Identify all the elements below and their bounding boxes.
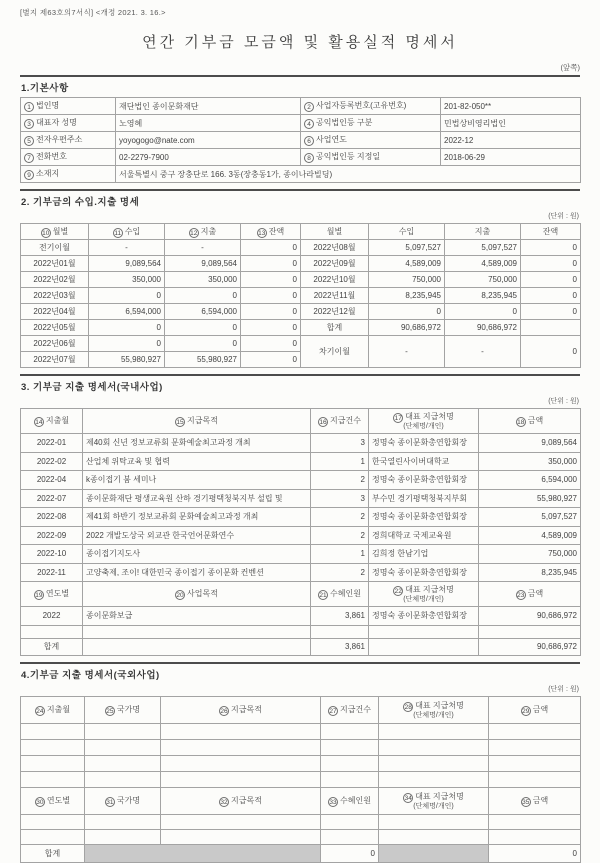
cell-expense-month: 2022-07 <box>21 489 83 508</box>
unit-note: (단위 : 원) <box>548 685 579 693</box>
cell-total-label: 합계 <box>21 844 85 862</box>
cell-month: 2022년08월 <box>301 240 369 256</box>
cell-balance: 0 <box>241 336 301 352</box>
table-header-row <box>21 409 581 434</box>
cell-expense: 0 <box>165 320 241 336</box>
col-header-country: 31 국가명 <box>85 787 161 814</box>
cell-payee: 정명숙 종이문화총연합회장 <box>369 563 479 582</box>
cell-month: 전기이월 <box>21 240 89 256</box>
cell-month: 2022년09월 <box>301 256 369 272</box>
cell-income: 9,089,564 <box>89 256 165 272</box>
col-header-year: 19 연도별 <box>21 582 83 607</box>
section1-heading: 1.기본사항 <box>20 75 580 97</box>
table-row <box>21 288 581 304</box>
empty-cell <box>161 755 321 771</box>
empty-cell <box>379 829 489 844</box>
cell-expense: 9,089,564 <box>165 256 241 272</box>
table-row-empty <box>21 755 581 771</box>
cell-purpose: k종이접기 붐 세미나 <box>83 471 311 490</box>
empty-cell <box>489 723 581 739</box>
cell-payee: 정명숙 종이문화총연합회장 <box>369 434 479 453</box>
table-row <box>21 526 581 545</box>
cell-purpose: 제41회 하반기 정보교류회 문화예술최고과정 개최 <box>83 508 311 527</box>
empty-cell <box>321 829 379 844</box>
cell-expense: 350,000 <box>165 272 241 288</box>
cell-count: 1 <box>311 452 369 471</box>
cell-count: 3 <box>311 489 369 508</box>
col-header-amount: 23 금액 <box>479 582 581 607</box>
col-header-purpose: 15 지급목적 <box>83 409 311 434</box>
cell-month: 2022년10월 <box>301 272 369 288</box>
cell-purpose: 종이접기지도사 <box>83 545 311 564</box>
cell-amount: 9,089,564 <box>479 434 581 453</box>
cell-balance: 0 <box>241 352 301 368</box>
circled-number: 9 <box>24 170 34 180</box>
table-row <box>21 434 581 453</box>
cell-month: 2022년12월 <box>301 304 369 320</box>
field-label: 1 법인명 <box>21 98 116 115</box>
field-label: 7 전화번호 <box>21 149 116 166</box>
table-row-empty <box>21 814 581 829</box>
cell-balance: 0 <box>521 272 581 288</box>
circled-number: 26 <box>220 707 228 715</box>
cell-total-label: 합계 <box>21 638 83 655</box>
col-header-purpose: 26 지급목적 <box>161 696 321 723</box>
cell-amount: 6,594,000 <box>479 471 581 490</box>
table-row <box>21 489 581 508</box>
table-row <box>21 166 581 183</box>
empty-cell <box>83 625 311 638</box>
cell-balance: 0 <box>241 240 301 256</box>
cell-payee: 김희정 한남기업 <box>369 545 479 564</box>
field-value: 서울특별시 중구 장충단로 166. 3동(장충동1가, 종이나라빌딩) <box>116 166 581 183</box>
circled-number: 16 <box>319 419 327 426</box>
col-header-payee: 34 대표 지급처명 (단체명/개인) <box>379 787 489 814</box>
cell-income: 90,686,972 <box>369 320 445 336</box>
empty-cell <box>21 755 85 771</box>
empty-cell <box>85 814 161 829</box>
cell-month: 2022년02월 <box>21 272 89 288</box>
field-label: 6 사업연도 <box>301 132 441 149</box>
cell-income: 4,589,009 <box>369 256 445 272</box>
cell-expense: 8,235,945 <box>445 288 521 304</box>
circled-number: 24 <box>36 707 44 715</box>
table-header-row <box>21 696 581 723</box>
circled-number: 10 <box>42 229 50 237</box>
col-header-amount: 29 금액 <box>489 696 581 723</box>
cell-expense: - <box>165 240 241 256</box>
cell-month: 2022년04월 <box>21 304 89 320</box>
circled-number: 19 <box>35 592 43 599</box>
empty-cell <box>379 723 489 739</box>
col-header-payee: 22 대표 지급처명 (단체명/개인) <box>369 582 479 607</box>
cell-payee: 정명숙 종이문화총연합회장 <box>369 607 479 626</box>
cell-month: 2022년05월 <box>21 320 89 336</box>
circled-number: 17 <box>394 415 402 422</box>
empty-cell <box>85 739 161 755</box>
empty-cell <box>489 755 581 771</box>
page-title: 연간 기부금 모금액 및 활용실적 명세서 <box>142 34 458 51</box>
cell-expense-month: 2022-04 <box>21 471 83 490</box>
monthly-income-expense-table <box>20 223 581 368</box>
cell-balance: 0 <box>241 288 301 304</box>
empty-cell <box>161 739 321 755</box>
col-header-expense: 지출 <box>445 224 521 240</box>
shaded-cell <box>85 844 321 862</box>
cell-month: 2022년01월 <box>21 256 89 272</box>
cell-income: 0 <box>89 336 165 352</box>
empty-cell <box>83 638 311 655</box>
table-row <box>21 563 581 582</box>
col-header-count: 16 지급건수 <box>311 409 369 434</box>
empty-cell <box>321 814 379 829</box>
cell-expense-month: 2022-02 <box>21 452 83 471</box>
empty-cell <box>489 739 581 755</box>
circled-number: 33 <box>329 798 337 806</box>
circled-number: 31 <box>106 798 114 806</box>
cell-expense-month: 2022-01 <box>21 434 83 453</box>
circled-number: 35 <box>522 798 530 806</box>
cell-income: 6,594,000 <box>89 304 165 320</box>
field-value: 민법상비영리법인 <box>441 115 581 132</box>
empty-cell <box>479 625 581 638</box>
table-row <box>21 115 581 132</box>
circled-number: 7 <box>24 153 34 163</box>
cell-balance: 0 <box>521 336 581 368</box>
table-row <box>21 452 581 471</box>
col-header-payee: 17 대표 지급처명 (단체명/개인) <box>369 409 479 434</box>
cell-balance: 0 <box>241 304 301 320</box>
cell-expense: 750,000 <box>445 272 521 288</box>
cell-count: 2 <box>311 526 369 545</box>
empty-cell <box>321 771 379 787</box>
col-header-income: 11 수입 <box>89 224 165 240</box>
cell-expense: 0 <box>165 336 241 352</box>
cell-expense-month: 2022-11 <box>21 563 83 582</box>
circled-number: 30 <box>36 798 44 806</box>
cell-expense-month: 2022-08 <box>21 508 83 527</box>
col-header-business-purpose: 20 사업목적 <box>83 582 311 607</box>
col-header-month: 월별 <box>301 224 369 240</box>
cell-balance: 0 <box>241 256 301 272</box>
field-label: 5 전자우편주소 <box>21 132 116 149</box>
cell-amount: 8,235,945 <box>479 563 581 582</box>
cell-payee: 정명숙 종이문화총연합회장 <box>369 471 479 490</box>
cell-purpose: 제40회 신년 정보교류회 문화예술최고과정 개최 <box>83 434 311 453</box>
unit-note: (단위 : 원) <box>548 213 579 220</box>
cell-payee: 경희대학교 국제교육원 <box>369 526 479 545</box>
table-row <box>21 320 581 336</box>
table-row-empty <box>21 739 581 755</box>
field-label: 2 사업자등록번호(고유번호) <box>301 98 441 115</box>
circled-number: 1 <box>24 102 34 112</box>
cell-business-purpose: 종이문화보급 <box>83 607 311 626</box>
table-row-empty <box>21 723 581 739</box>
col-header-expense: 12 지출 <box>165 224 241 240</box>
cell-payee: 정명숙 종이문화총연합회장 <box>369 508 479 527</box>
cell-carryover-label: 차기이월 <box>301 336 369 368</box>
col-header-purpose: 32 지급목적 <box>161 787 321 814</box>
empty-cell <box>311 625 369 638</box>
cell-expense: - <box>445 336 521 368</box>
cell-beneficiaries: 3,861 <box>311 607 369 626</box>
circled-number: 20 <box>176 592 184 599</box>
circled-number: 23 <box>517 592 525 599</box>
cell-amount: 350,000 <box>479 452 581 471</box>
circled-number: 21 <box>319 592 327 599</box>
cell-expense-month: 2022-09 <box>21 526 83 545</box>
section3-heading: 3. 기부금 지출 명세서(국내사업) <box>20 374 580 396</box>
empty-cell <box>321 755 379 771</box>
cell-balance: 0 <box>521 304 581 320</box>
circled-number: 22 <box>394 588 402 595</box>
circled-number: 13 <box>258 229 266 237</box>
cell-income: 8,235,945 <box>369 288 445 304</box>
circled-number: 15 <box>176 419 184 426</box>
field-value: 02-2279-7900 <box>116 149 301 166</box>
cell-balance: 0 <box>241 272 301 288</box>
cell-income: - <box>89 240 165 256</box>
unit-note: (단위 : 원) <box>548 398 579 405</box>
cell-amount: 750,000 <box>479 545 581 564</box>
cell-amount: 55,980,927 <box>479 489 581 508</box>
circled-number: 28 <box>404 703 412 711</box>
circled-number: 34 <box>404 794 412 802</box>
section2-heading: 2. 기부금의 수입.지출 명세 <box>20 189 580 211</box>
cell-count: 2 <box>311 563 369 582</box>
table-row <box>21 149 581 166</box>
empty-cell <box>489 771 581 787</box>
cell-amount: 4,589,009 <box>479 526 581 545</box>
empty-cell <box>85 723 161 739</box>
table-row <box>21 304 581 320</box>
circled-number: 5 <box>24 136 34 146</box>
empty-cell <box>369 625 479 638</box>
empty-cell <box>161 814 321 829</box>
cell-balance: 0 <box>521 256 581 272</box>
cell-count: 3 <box>311 434 369 453</box>
empty-cell <box>379 814 489 829</box>
overseas-expenditure-table <box>20 696 581 863</box>
cell-expense: 55,980,927 <box>165 352 241 368</box>
empty-cell <box>85 755 161 771</box>
cell-month: 2022년07월 <box>21 352 89 368</box>
cell-income: 0 <box>89 288 165 304</box>
cell-balance: 0 <box>521 288 581 304</box>
empty-cell <box>379 755 489 771</box>
col-header-count: 27 지급건수 <box>321 696 379 723</box>
col-header-amount: 18 금액 <box>479 409 581 434</box>
table-row <box>21 471 581 490</box>
cell-beneficiaries-total: 3,861 <box>311 638 369 655</box>
circled-number: 12 <box>190 229 198 237</box>
cell-year: 2022 <box>21 607 83 626</box>
circled-number: 4 <box>304 119 314 129</box>
empty-cell <box>321 739 379 755</box>
col-header-beneficiaries: 33 수혜인원 <box>321 787 379 814</box>
empty-cell <box>85 829 161 844</box>
cell-expense: 5,097,527 <box>445 240 521 256</box>
cell-balance <box>521 320 581 336</box>
cell-expense: 4,589,009 <box>445 256 521 272</box>
col-header-expense-month: 24 지출월 <box>21 696 85 723</box>
empty-cell <box>379 739 489 755</box>
empty-cell <box>161 723 321 739</box>
table-row-empty <box>21 829 581 844</box>
empty-cell <box>161 829 321 844</box>
cell-purpose: 2022 개발도상국 외교관 한국언어문화연수 <box>83 526 311 545</box>
cell-payee: 한국열린사이버대학교 <box>369 452 479 471</box>
empty-cell <box>379 771 489 787</box>
empty-cell <box>489 829 581 844</box>
col-header-amount: 35 금액 <box>489 787 581 814</box>
table-row <box>21 545 581 564</box>
circled-number: 27 <box>329 707 337 715</box>
total-row <box>21 638 581 655</box>
field-label: 8 공익법인등 지정일 <box>301 149 441 166</box>
empty-cell <box>21 814 85 829</box>
cell-payee: 부수민 경기평택청북지부회 <box>369 489 479 508</box>
table-header-row <box>21 582 581 607</box>
cell-beneficiaries-total: 0 <box>321 844 379 862</box>
cell-expense: 90,686,972 <box>445 320 521 336</box>
table-row-empty <box>21 625 581 638</box>
circled-number: 6 <box>304 136 314 146</box>
field-value: 201-82-050** <box>441 98 581 115</box>
field-value: yoyogogo@nate.com <box>116 132 301 149</box>
table-row <box>21 98 581 115</box>
table-header-row <box>21 787 581 814</box>
empty-cell <box>21 829 85 844</box>
col-header-country: 25 국가명 <box>85 696 161 723</box>
empty-cell <box>21 739 85 755</box>
col-header-income: 수입 <box>369 224 445 240</box>
col-header-balance: 잔액 <box>521 224 581 240</box>
empty-cell <box>85 771 161 787</box>
table-row <box>21 607 581 626</box>
cell-month: 2022년03월 <box>21 288 89 304</box>
cell-expense-month: 2022-10 <box>21 545 83 564</box>
col-header-balance: 13 잔액 <box>241 224 301 240</box>
empty-cell <box>369 638 479 655</box>
field-label: 9 소재지 <box>21 166 116 183</box>
form-notice: [별지 제63호의7서식] <개정 2021. 3. 16.> <box>20 8 166 17</box>
field-label: 4 공익법인등 구분 <box>301 115 441 132</box>
table-row <box>21 132 581 149</box>
cell-purpose: 고양축제, 조이! 대한민국 종이접기 종이문화 컨벤션 <box>83 563 311 582</box>
total-row <box>21 844 581 862</box>
cell-income: 750,000 <box>369 272 445 288</box>
page-side-label: (앞쪽) <box>560 63 580 72</box>
cell-count: 2 <box>311 508 369 527</box>
cell-income: - <box>369 336 445 368</box>
circled-number: 8 <box>304 153 314 163</box>
circled-number: 2 <box>304 102 314 112</box>
cell-income: 0 <box>369 304 445 320</box>
cell-expense: 0 <box>165 288 241 304</box>
cell-total-label: 합계 <box>301 320 369 336</box>
cell-amount-total: 90,686,972 <box>479 638 581 655</box>
col-header-expense-month: 14 지출월 <box>21 409 83 434</box>
shaded-cell <box>379 844 489 862</box>
field-value: 2018-06-29 <box>441 149 581 166</box>
table-header-row <box>21 224 581 240</box>
field-value: 2022-12 <box>441 132 581 149</box>
cell-balance: 0 <box>521 240 581 256</box>
table-row <box>21 272 581 288</box>
cell-expense: 6,594,000 <box>165 304 241 320</box>
circled-number: 3 <box>24 119 34 129</box>
empty-cell <box>21 625 83 638</box>
cell-expense: 0 <box>445 304 521 320</box>
col-header-month: 10 월별 <box>21 224 89 240</box>
table-row-empty <box>21 771 581 787</box>
basic-info-table <box>20 97 581 183</box>
table-row <box>21 508 581 527</box>
empty-cell <box>21 723 85 739</box>
field-value: 재단법인 종이문화재단 <box>116 98 301 115</box>
cell-income: 350,000 <box>89 272 165 288</box>
section4-heading: 4.기부금 지출 명세서(국외사업) <box>20 662 580 684</box>
cell-count: 2 <box>311 471 369 490</box>
cell-amount-total: 0 <box>489 844 581 862</box>
table-row <box>21 240 581 256</box>
circled-number: 32 <box>220 798 228 806</box>
empty-cell <box>489 814 581 829</box>
circled-number: 29 <box>522 707 530 715</box>
cell-amount: 90,686,972 <box>479 607 581 626</box>
empty-cell <box>321 723 379 739</box>
col-header-payee: 28 대표 지급처명 (단체명/개인) <box>379 696 489 723</box>
circled-number: 11 <box>114 229 122 237</box>
cell-income: 5,097,527 <box>369 240 445 256</box>
cell-purpose: 종이문화재단 평생교육원 산하 경기평택청북지부 설립 및 <box>83 489 311 508</box>
table-row <box>21 336 581 352</box>
empty-cell <box>21 771 85 787</box>
col-header-year: 30 연도별 <box>21 787 85 814</box>
col-header-beneficiaries: 21 수혜인원 <box>311 582 369 607</box>
cell-balance: 0 <box>241 320 301 336</box>
circled-number: 25 <box>106 707 114 715</box>
cell-purpose: 산업체 위탁교육 및 협력 <box>83 452 311 471</box>
cell-month: 2022년06월 <box>21 336 89 352</box>
field-value: 노영혜 <box>116 115 301 132</box>
cell-income: 0 <box>89 320 165 336</box>
cell-month: 2022년11월 <box>301 288 369 304</box>
circled-number: 14 <box>35 419 43 426</box>
field-label: 3 대표자 성명 <box>21 115 116 132</box>
cell-count: 1 <box>311 545 369 564</box>
empty-cell <box>161 771 321 787</box>
circled-number: 18 <box>517 419 525 426</box>
cell-amount: 5,097,527 <box>479 508 581 527</box>
domestic-expenditure-table <box>20 408 581 656</box>
cell-income: 55,980,927 <box>89 352 165 368</box>
table-row <box>21 256 581 272</box>
